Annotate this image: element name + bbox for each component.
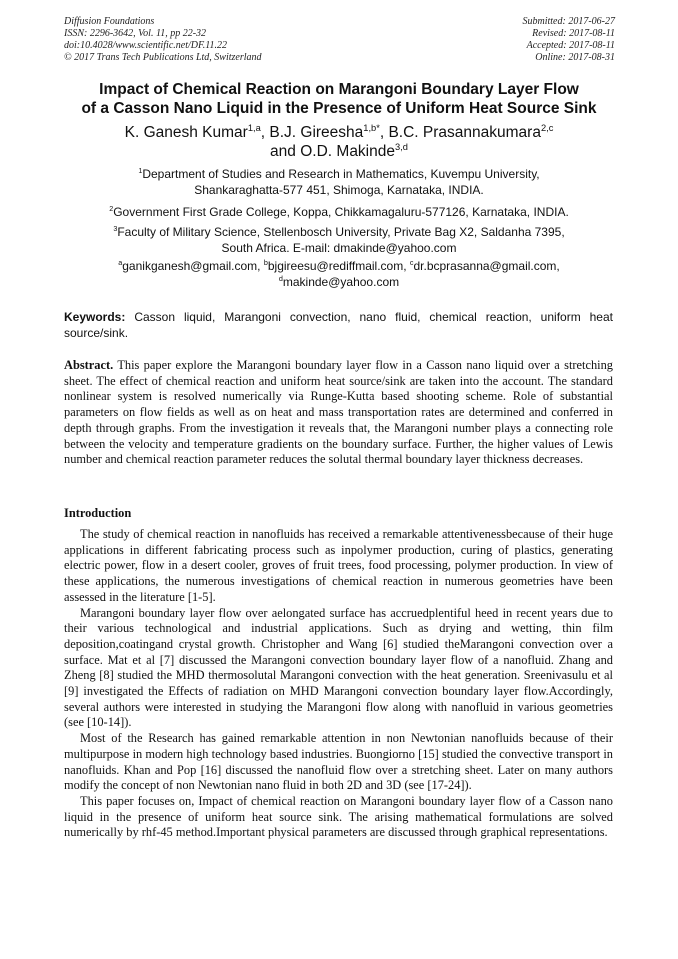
paragraph: Most of the Research has gained remarkable attention in non Newtonian nanofluids because of their multipurpose in modern high technology based industries. Buongiorno [15] studied the convective transport in nanofluids. Khan and Pop [16] discussed the nanofluid flow over a stretching sheet. Later on many authors modify the concept of non Newtonian nano fluid in both 2D and 3D (see [17-24]). — [64, 731, 613, 793]
keywords — [64, 309, 613, 341]
paragraph: Marangoni boundary layer flow over aelongated surface has accruedplentiful heed in recent years due to their various technological and industrial applications. Such as drying and wetting, thin film deposition,coatingand crystal growth. Christopher and Wang [6] studied theMarangoni convection over a surface. Mat et al [7] discussed the Marangoni convection boundary layer flow of a nanofluid. Zhang and Zheng [8] studied the MHD thermosolutal Marangoni convection with the heat generation. Sreenivasulu et al [9] investigated the Effects of radiation on MHD Marangoni convection boundary layer flow.Accordingly, several authors were interested in studying the Marangoni flow along with nanofluid in various geometries (see [10-14]). — [64, 605, 613, 730]
affiliation-1 — [40, 166, 638, 198]
introduction-body — [64, 527, 613, 841]
authors-line-2 — [40, 142, 638, 161]
email-link[interactable]: makinde@yahoo.com — [282, 275, 400, 289]
header-right — [523, 16, 616, 64]
author-affiliation-mark: 1,b* — [363, 122, 380, 133]
author-name: O.D. Makinde — [300, 143, 395, 160]
abstract — [64, 358, 613, 468]
email-link[interactable]: dr.bcprasanna@gmail.com, — [413, 259, 560, 273]
section-heading-introduction: Introduction — [64, 506, 132, 520]
email-link[interactable]: bjgireesu@rediffmail.com, — [267, 259, 407, 273]
journal-name: Diffusion Foundations — [64, 16, 155, 27]
submitted-date: Submitted: 2017-06-27 — [522, 16, 615, 27]
author-affiliation-mark: 3,d — [395, 141, 408, 152]
keywords-text: Casson liquid, Marangoni convection, nano fluid, chemical reaction, uniform heat source/sink. — [64, 310, 613, 340]
paper-title — [40, 80, 638, 118]
email-mark: d — [278, 274, 283, 283]
author-affiliation-mark: 1,a — [247, 122, 261, 133]
affiliation-text: Faculty of Military Science, Stellenbosch University, Private Bag X2, Saldanha 7395, — [117, 225, 565, 239]
title-line-2: of a Casson Nano Liquid in the Presence of Uniform Heat Source Sink — [81, 100, 597, 117]
abstract-label: Abstract. — [64, 358, 114, 372]
affiliation-2 — [40, 204, 638, 220]
copyright: © 2017 Trans Tech Publications Ltd, Switzerland — [64, 52, 262, 63]
affiliation-text: South Africa. E-mail: dmakinde@yahoo.com — [221, 241, 457, 255]
header-left — [64, 16, 262, 64]
authors-line-1: K. Ganesh Kumar$^{1,a}$, B.J. Gireesha$^{1,b*}$, B.C. Prasannakumara$^{2,c}$ — [124, 122, 554, 141]
affiliation-text: Shankaraghatta-577 451, Shimoga, Karnataka, INDIA. — [194, 183, 484, 197]
doi[interactable]: doi:10.4028/www.scientific.net/DF.11.22 — [64, 40, 228, 51]
email-mark: c — [409, 258, 414, 267]
author-list — [40, 123, 638, 161]
accepted-date: Accepted: 2017-08-11 — [526, 40, 615, 51]
affiliation-3 — [40, 224, 638, 256]
author-name: K. Ganesh Kumar — [124, 124, 248, 141]
author-name: B.C. Prasannakumara — [388, 124, 541, 141]
online-date: Online: 2017-08-31 — [535, 52, 615, 63]
abstract-text: This paper explore the Marangoni boundary layer flow in a Casson nano liquid over a stretching sheet. The effect of chemical reaction and uniform heat source/sink are taken into the account. The standard nonlinear system is resolved numerically via Runge-Kutta based shooting scheme. Role of substantial parameters on flow fields as well as on heat and mass transportation rates are determined and conferred in depth through graphs. From the investigation it reveals that, the Marangoni number plays a connecting role between the velocity and temperature gradients on the boundary surface. Further, the higher values of Lewis number and chemical reaction parameter reduces the solutal thermal boundary layer thickness decreases. — [64, 358, 613, 467]
author-name: B.J. Gireesha — [269, 124, 364, 141]
email-link[interactable]: ganikganesh@gmail.com, — [122, 259, 261, 273]
email-mark: a — [118, 258, 123, 267]
affiliation-text: Department of Studies and Research in Mathematics, Kuvempu University, — [142, 167, 540, 181]
keywords-label: Keywords: — [64, 310, 126, 324]
title-line-1: Impact of Chemical Reaction on Marangoni Boundary Layer Flow — [99, 81, 579, 98]
affiliation-mark: 2 — [109, 204, 114, 213]
author-emails — [40, 258, 638, 290]
affiliation-mark: 1 — [138, 166, 143, 175]
paragraph: This paper focuses on, Impact of chemical reaction on Marangoni boundary layer flow of a Casson nano liquid in the presence of uniform heat source sink. The arising mathematical formulations are solved numerically by rhf-45 method.Important physical parameters are discussed through graphical representations. — [64, 793, 613, 840]
affiliation-text: Government First Grade College, Koppa, Chikkamagaluru-577126, Karnataka, INDIA. — [113, 205, 569, 219]
email-mark: b — [263, 258, 268, 267]
issn-volume: ISSN: 2296-3642, Vol. 11, pp 22-32 — [64, 28, 207, 39]
revised-date: Revised: 2017-08-11 — [532, 28, 615, 39]
author-affiliation-mark: 2,c — [540, 122, 554, 133]
affiliation-mark: 3 — [113, 224, 118, 233]
author-conjunction: and — [270, 143, 296, 160]
paragraph: The study of chemical reaction in nanofluids has received a remarkable attentivenessbecause of their huge applications in different fabricating process such as inpolymer production, curing of plastics, generating electric power, flow in a desert cooler, groves of fruit trees, food processing, polymer production. In view of these applications, the numerous investigations of chemical reaction in numerous geometries have been assessed in the literature [1-5]. — [64, 527, 613, 604]
